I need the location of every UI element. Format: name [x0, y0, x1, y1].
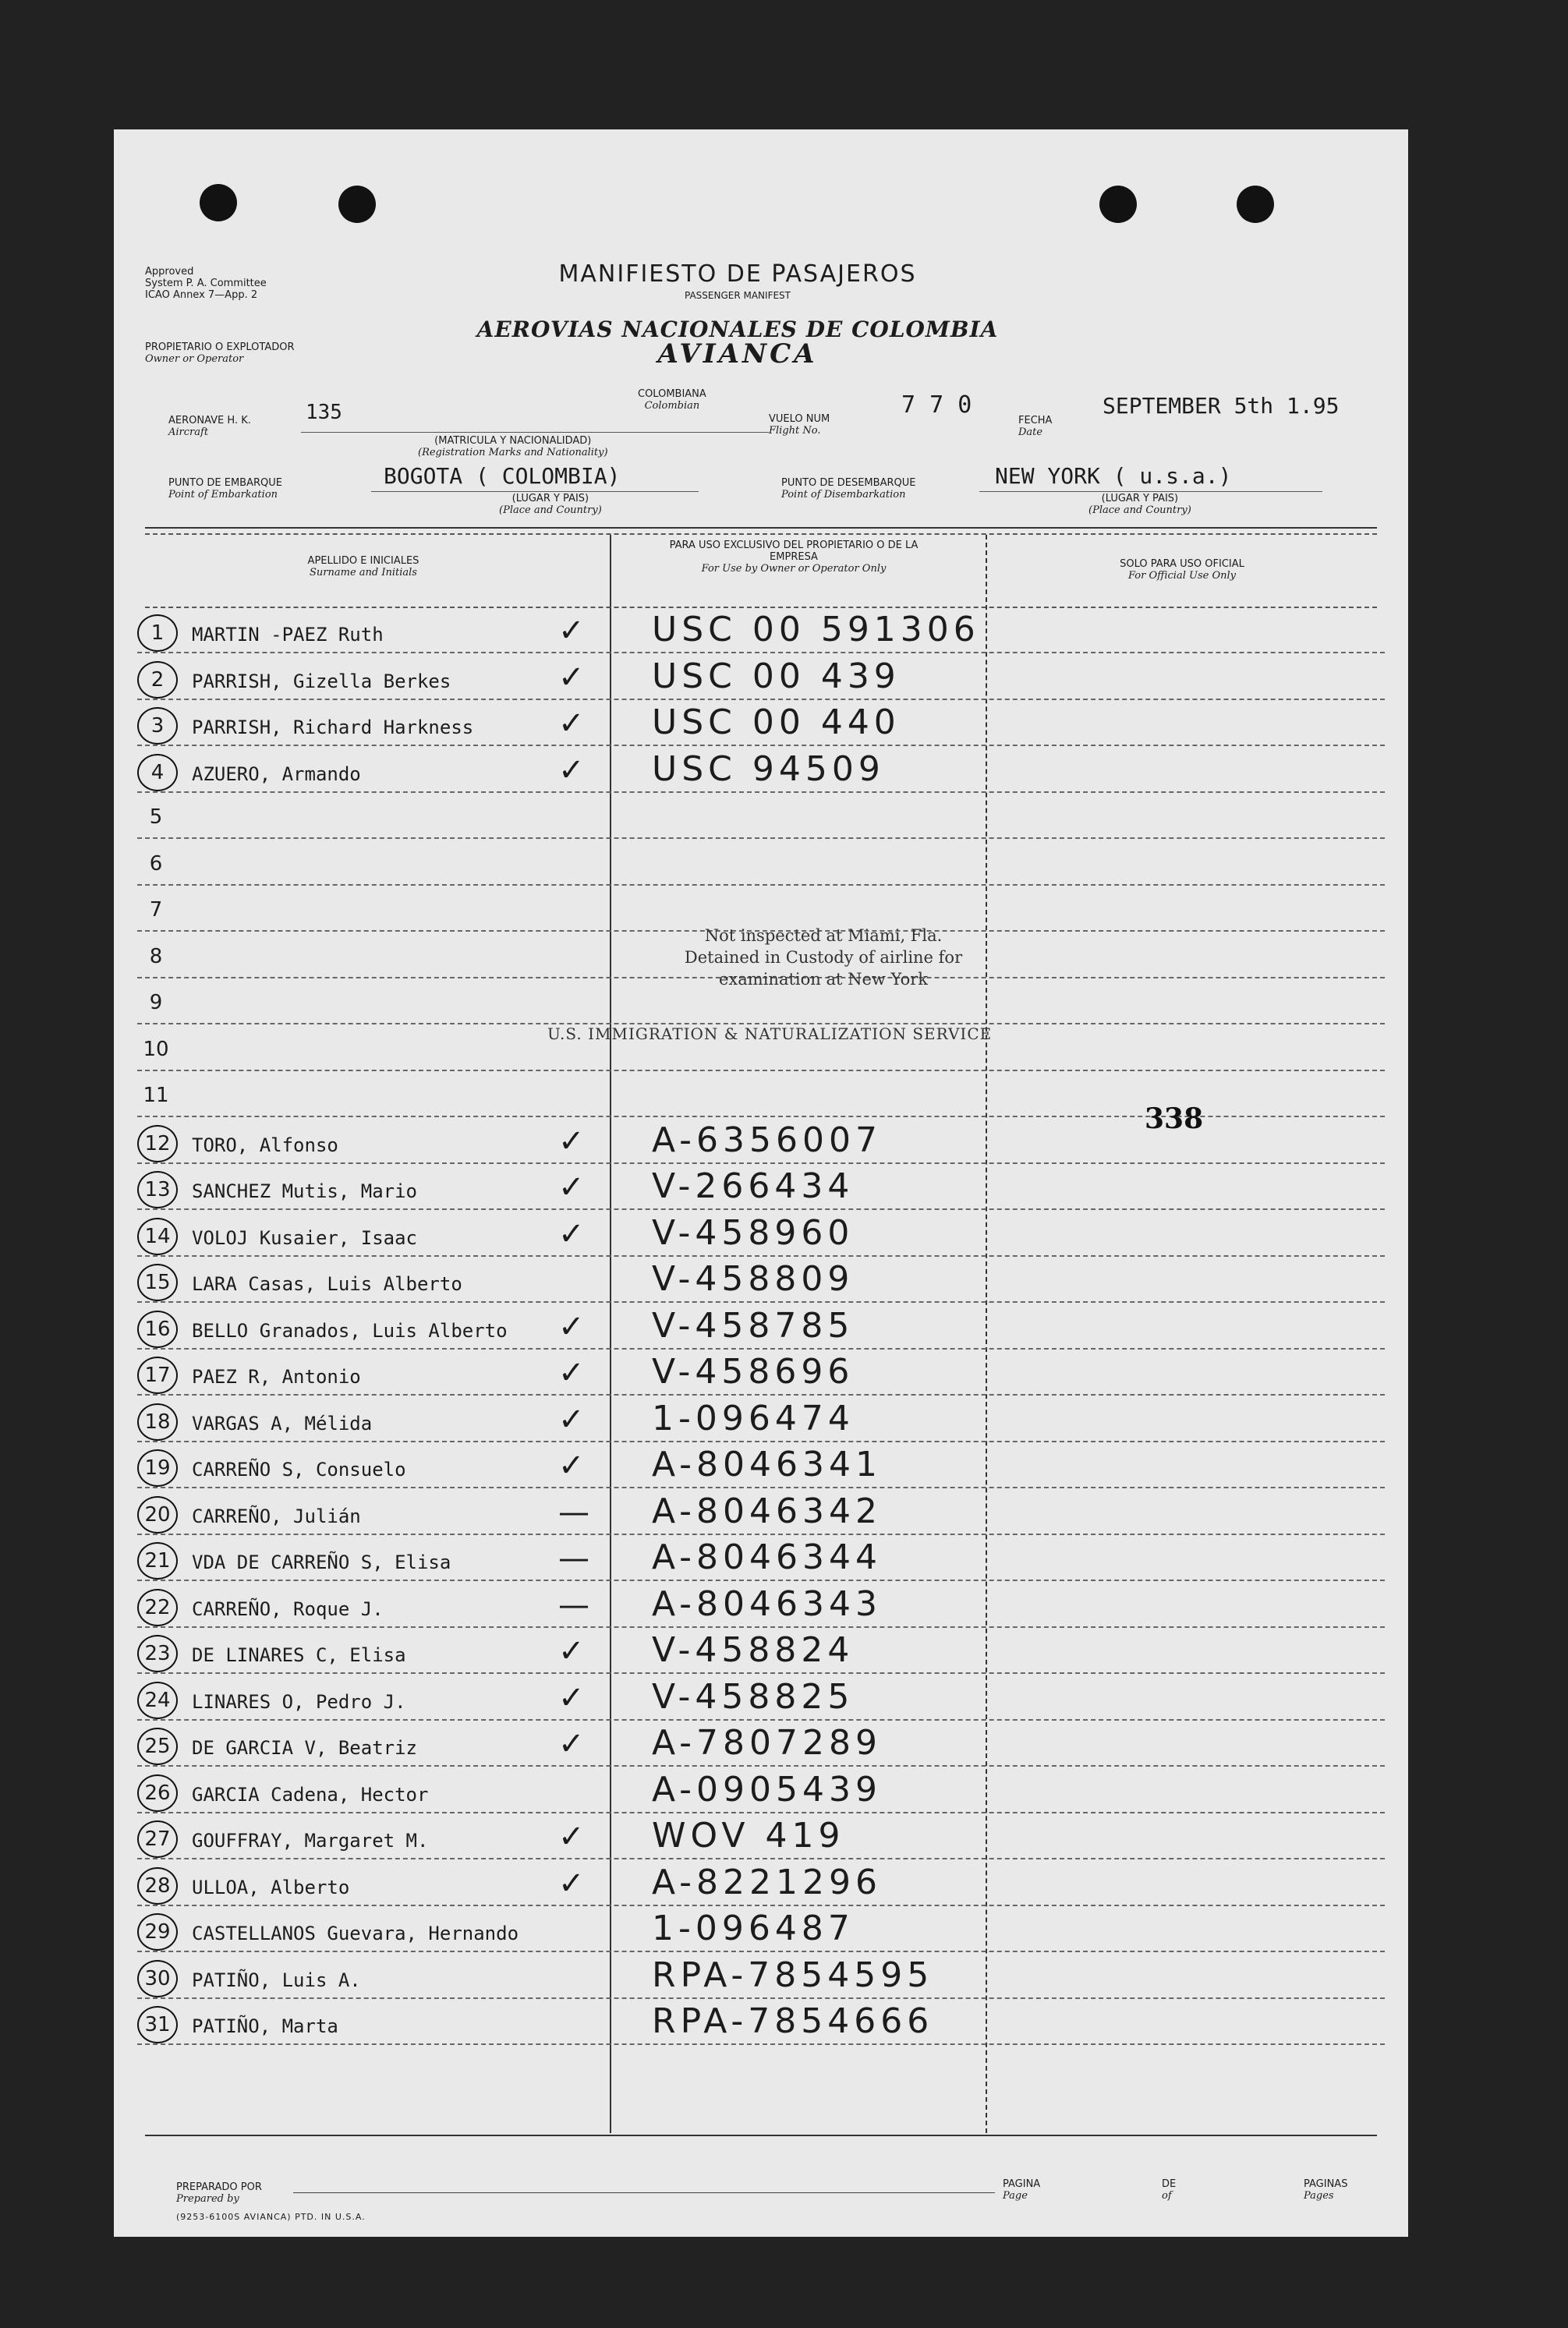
embark-sub: (LUGAR Y PAIS) (Place and Country) — [499, 493, 602, 516]
document-number: A-8046342 — [652, 1491, 882, 1531]
passenger-row — [137, 1256, 1385, 1303]
passenger-row — [137, 699, 1385, 746]
passenger-row — [137, 746, 1385, 793]
approval-line: ICAO Annex 7—App. 2 — [145, 289, 258, 301]
row-number: 6 — [149, 851, 163, 876]
passenger-name: VDA DE CARREÑO S, Elisa — [192, 1551, 451, 1573]
disembark-label: PUNTO DE DESEMBARQUE Point of Disembarkation — [781, 477, 916, 501]
disembark-sub: (LUGAR Y PAIS) (Place and Country) — [1088, 493, 1191, 516]
checkmark-icon: — — [558, 1494, 589, 1530]
row-number: 23 — [137, 1635, 178, 1672]
row-number: 18 — [137, 1403, 178, 1441]
passenger-name: VARGAS A, Mélida — [192, 1412, 373, 1435]
checkmark-icon: ✓ — [558, 1355, 585, 1391]
checkmark-icon: ✓ — [558, 1215, 585, 1252]
col-header-company: PARA USO EXCLUSIVO DEL PROPIETARIO O DE LA EMPRESA For Use by Owner or Operator Only — [669, 540, 919, 575]
passenger-row — [137, 1163, 1385, 1210]
passenger-name: DE GARCIA V, Beatriz — [192, 1737, 417, 1759]
document-number: A-8046344 — [652, 1537, 882, 1577]
document-number: V-458809 — [652, 1259, 855, 1299]
checkmark-icon: ✓ — [558, 1819, 585, 1855]
aircraft-nationality: COLOMBIANA Colombian — [638, 388, 706, 412]
passenger-row — [137, 1674, 1385, 1721]
passenger-name: PARRISH, Gizella Berkes — [192, 670, 451, 692]
row-number: 10 — [143, 1037, 169, 1061]
row-number: 12 — [137, 1125, 178, 1162]
checkmark-icon: ✓ — [558, 1633, 585, 1669]
aircraft-underline — [301, 432, 769, 433]
row-number: 30 — [137, 1960, 178, 1997]
passenger-row — [137, 1349, 1385, 1396]
company-name: AEROVIAS NACIONALES DE COLOMBIA — [476, 317, 999, 342]
passenger-name: TORO, Alfonso — [192, 1134, 338, 1156]
document-number: A-7807289 — [652, 1723, 882, 1763]
row-number: 5 — [149, 805, 163, 829]
passenger-row — [137, 1720, 1385, 1767]
passenger-name: MARTIN -PAEZ Ruth — [192, 624, 384, 646]
document-number: RPA-7854666 — [652, 2001, 934, 2041]
punch-hole — [1237, 186, 1274, 223]
row-number: 3 — [137, 707, 178, 745]
document-number: USC 94509 — [652, 748, 885, 789]
passenger-row — [137, 1210, 1385, 1257]
punch-hole — [200, 184, 237, 221]
passenger-name: BELLO Granados, Luis Alberto — [192, 1319, 508, 1342]
passenger-name: PATIÑO, Luis A. — [192, 1969, 361, 1991]
passenger-row — [137, 1442, 1385, 1488]
document-number: 1-096474 — [652, 1398, 855, 1438]
passenger-row — [137, 1952, 1385, 1999]
checkmark-icon: — — [558, 1587, 589, 1623]
stamp-line: Not inspected at Miami, Fla. — [704, 926, 943, 945]
date-label: FECHA Date — [1018, 415, 1053, 438]
checkmark-icon: ✓ — [558, 1865, 585, 1902]
flight-label: VUELO NUM Flight No. — [769, 413, 830, 437]
document-number: USC 00 439 — [652, 656, 901, 696]
document-number: A-8046341 — [652, 1445, 882, 1484]
passenger-name: VOLOJ Kusaier, Isaac — [192, 1226, 417, 1249]
passenger-row — [137, 653, 1385, 700]
stamp-line: examination at New York — [719, 970, 928, 989]
disembark-value: NEW YORK ( u.s.a.) — [995, 463, 1232, 489]
row-number: 24 — [137, 1682, 178, 1719]
row-number: 26 — [137, 1774, 178, 1812]
approval-note — [145, 266, 267, 301]
checkmark-icon: ✓ — [558, 659, 585, 695]
row-number: 11 — [143, 1084, 169, 1107]
checkmark-icon: ✓ — [558, 1169, 585, 1205]
checkmark-icon: ✓ — [558, 1448, 585, 1484]
checkmark-icon: ✓ — [558, 752, 585, 788]
page-stamp-number: 338 — [1145, 1102, 1204, 1135]
passenger-name: CASTELLANOS Guevara, Hernando — [192, 1923, 519, 1944]
approval-line: Approved — [145, 266, 194, 278]
passenger-name: PAEZ R, Antonio — [192, 1366, 361, 1388]
passenger-row — [137, 1627, 1385, 1674]
document-number: RPA-7854595 — [652, 1955, 934, 1995]
passenger-row — [137, 1534, 1385, 1581]
passenger-row — [137, 1813, 1385, 1859]
passenger-row — [137, 1396, 1385, 1442]
passenger-row — [137, 1767, 1385, 1813]
passenger-row — [137, 1303, 1385, 1350]
passenger-row — [137, 792, 1385, 839]
row-number: 4 — [137, 754, 178, 791]
row-number: 17 — [137, 1357, 178, 1394]
row-number: 13 — [137, 1171, 178, 1208]
document-number: V-458960 — [652, 1212, 855, 1253]
registration-label: (MATRICULA Y NACIONALIDAD) (Registration Marks and Nationality) — [418, 435, 608, 458]
of-label: DE of — [1162, 2178, 1177, 2202]
passenger-name: CARREÑO S, Consuelo — [192, 1459, 406, 1481]
passenger-name: DE LINARES C, Elisa — [192, 1644, 406, 1666]
manifest-sheet — [114, 129, 1408, 2237]
row-number: 16 — [137, 1311, 178, 1348]
disembark-underline — [979, 491, 1322, 492]
ins-stamp: U.S. IMMIGRATION & NATURALIZATION SERVICE — [547, 1024, 993, 1043]
document-number: V-458825 — [652, 1676, 855, 1717]
passenger-row — [137, 1581, 1385, 1628]
page-label: PAGINA Page — [1003, 2178, 1041, 2202]
document-number: V-458785 — [652, 1305, 855, 1346]
document-number: V-266434 — [652, 1166, 855, 1206]
passenger-name: ULLOA, Alberto — [192, 1876, 350, 1898]
header-rule — [145, 527, 1377, 529]
row-number: 21 — [137, 1542, 178, 1580]
document-number: A-8221296 — [652, 1862, 882, 1902]
company-brand: AVIANCA — [657, 338, 818, 370]
document-number: V-458824 — [652, 1630, 855, 1670]
document-number: A-0905439 — [652, 1769, 882, 1810]
checkmark-icon: — — [558, 1541, 589, 1576]
row-number: 19 — [137, 1449, 178, 1487]
passenger-name: SANCHEZ Mutis, Mario — [192, 1180, 417, 1202]
header-rule — [145, 533, 1377, 535]
passenger-name: GARCIA Cadena, Hector — [192, 1783, 429, 1806]
row-number: 14 — [137, 1218, 178, 1255]
row-number: 9 — [149, 991, 163, 1014]
embark-underline — [371, 491, 699, 492]
checkmark-icon: ✓ — [558, 1679, 585, 1716]
row-number: 31 — [137, 2006, 178, 2043]
row-number: 27 — [137, 1820, 178, 1858]
passenger-name: CARREÑO, Roque J. — [192, 1597, 384, 1620]
document-number: A-6356007 — [652, 1120, 882, 1160]
checkmark-icon: ✓ — [558, 613, 585, 649]
passenger-row — [137, 1905, 1385, 1952]
passenger-name: LARA Casas, Luis Alberto — [192, 1273, 462, 1295]
checkmark-icon: ✓ — [558, 1726, 585, 1762]
document-number: WOV 419 — [652, 1816, 845, 1856]
col-header-official: SOLO PARA USO OFICIAL For Official Use Only — [1120, 558, 1244, 582]
footer-rule — [145, 2135, 1377, 2136]
checkmark-icon: ✓ — [558, 1123, 585, 1159]
col-header-name: APELLIDO E INICIALES Surname and Initials — [307, 555, 419, 578]
document-number: V-458696 — [652, 1352, 855, 1392]
manifest-title: MANIFIESTO DE PASAJEROS — [558, 260, 917, 288]
checkmark-icon: ✓ — [558, 706, 585, 741]
aircraft-label: AERONAVE H. K. Aircraft — [168, 415, 251, 438]
passenger-row — [137, 607, 1385, 653]
punch-hole — [338, 186, 376, 223]
row-number: 2 — [137, 661, 178, 699]
pages-label: PAGINAS Pages — [1304, 2178, 1348, 2202]
passenger-row — [137, 1488, 1385, 1535]
row-number: 22 — [137, 1589, 178, 1626]
document-number: USC 00 591306 — [652, 610, 980, 649]
checkmark-icon: ✓ — [558, 1401, 585, 1438]
passenger-name: LINARES O, Pedro J. — [192, 1690, 406, 1713]
punch-hole — [1099, 186, 1137, 223]
flight-number: 7 7 0 — [901, 391, 972, 419]
embark-label: PUNTO DE EMBARQUE Point of Embarkation — [168, 477, 282, 501]
passenger-row — [137, 1998, 1385, 2045]
passenger-name: AZUERO, Armando — [192, 762, 361, 785]
row-number: 29 — [137, 1913, 178, 1951]
row-number: 20 — [137, 1496, 178, 1534]
passenger-name: CARREÑO, Julián — [192, 1505, 361, 1527]
passenger-row — [137, 1859, 1385, 1906]
document-number: A-8046343 — [652, 1583, 882, 1624]
row-rule — [137, 2043, 1385, 2045]
document-number: USC 00 440 — [652, 702, 901, 742]
document-number: 1-096487 — [652, 1909, 855, 1948]
manifest-subtitle: PASSENGER MANIFEST — [684, 290, 791, 301]
date-value: SEPTEMBER 5th 1.95 — [1103, 393, 1340, 419]
checkmark-icon: ✓ — [558, 1308, 585, 1345]
embark-value: BOGOTA ( COLOMBIA) — [384, 463, 621, 489]
passenger-name: GOUFFRAY, Margaret M. — [192, 1830, 429, 1852]
approval-line: System P. A. Committee — [145, 278, 267, 289]
aircraft-number: 135 — [306, 401, 342, 424]
row-number: 15 — [137, 1264, 178, 1301]
row-number: 8 — [149, 944, 163, 968]
passenger-name: PARRISH, Richard Harkness — [192, 716, 474, 738]
row-number: 28 — [137, 1867, 178, 1905]
owner-label: PROPIETARIO O EXPLOTADOR Owner or Operator — [145, 341, 295, 365]
row-number: 25 — [137, 1728, 178, 1765]
prepared-by-line — [293, 2192, 995, 2193]
row-number: 7 — [149, 898, 163, 922]
row-number: 1 — [137, 614, 178, 652]
passenger-name: PATIÑO, Marta — [192, 2015, 338, 2037]
stamp-line: Detained in Custody of airline for — [684, 948, 963, 967]
prepared-by-label: PREPARADO POR Prepared by — [176, 2181, 262, 2205]
passenger-row — [137, 839, 1385, 886]
inspection-stamp — [621, 925, 1026, 990]
printer-imprint: (9253-6100S AVIANCA) PTD. IN U.S.A. — [176, 2212, 366, 2222]
